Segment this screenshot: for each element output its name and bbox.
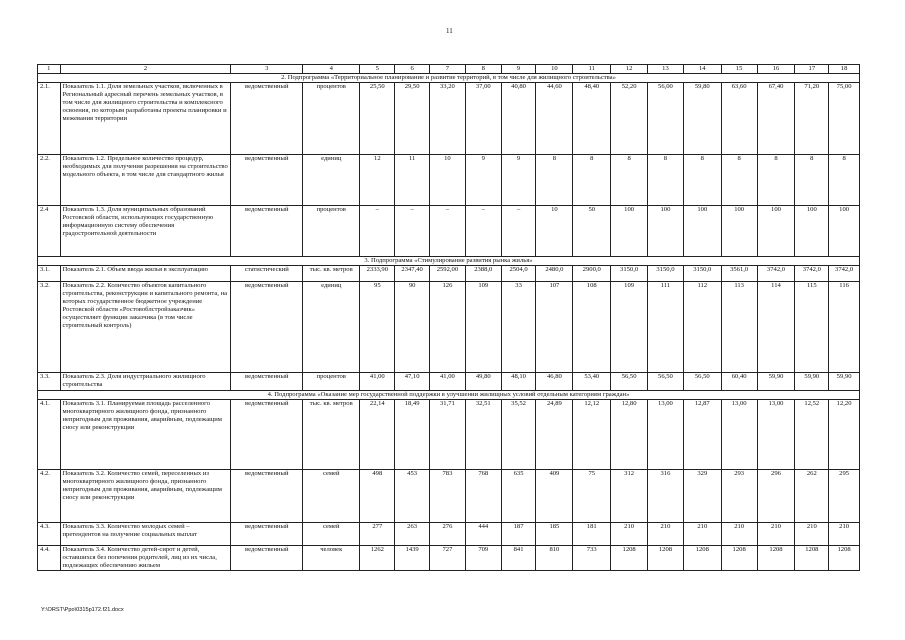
row-number: 2.2. bbox=[38, 155, 61, 206]
value-cell: 10 bbox=[430, 155, 466, 206]
value-cell: 210 bbox=[829, 523, 860, 546]
value-cell: 56,50 bbox=[648, 373, 684, 391]
value-cell: 2333,90 bbox=[360, 266, 395, 282]
value-cell: 409 bbox=[536, 470, 573, 523]
table-row bbox=[38, 206, 860, 257]
value-cell: 100 bbox=[721, 206, 757, 257]
indicator-name: Показатель 3.1. Планируемая площадь расселенного многоквартирного жилищного фонда, признанного непригодным для проживания, аварийным, подлежащим сносу или реконструкции bbox=[60, 400, 231, 470]
row-number: 4.1. bbox=[38, 400, 61, 470]
value-cell: 1208 bbox=[683, 546, 721, 571]
section-header-row bbox=[38, 257, 860, 266]
indicator-name: Показатель 2.2. Количество объектов капитального строительства, реконструкции и капитального ремонта, на которых государственное бюджетное учреждение Ростовской области «Ростовоблстройзаказчик» осуществляет функции заказчика (в том числе строительный контроль) bbox=[60, 282, 231, 373]
value-cell: 53,40 bbox=[573, 373, 611, 391]
unit-of-measure: единиц bbox=[303, 155, 360, 206]
value-cell: 37,00 bbox=[465, 83, 501, 155]
value-cell: 3742,0 bbox=[829, 266, 860, 282]
value-cell: 185 bbox=[536, 523, 573, 546]
value-cell: 498 bbox=[360, 470, 395, 523]
value-cell: 115 bbox=[795, 282, 829, 373]
column-number: 11 bbox=[573, 65, 611, 74]
section-header-row bbox=[38, 391, 860, 400]
value-cell: 56,00 bbox=[648, 83, 684, 155]
value-cell: 111 bbox=[648, 282, 684, 373]
value-cell: 2480,0 bbox=[536, 266, 573, 282]
indicator-name: Показатель 1.1. Доля земельных участков, включенных в Региональный адресный перечень земельных участков, в том числе для жилищного строительства и комплексного освоения, по которым разработаны проекты планировки и межевания территории bbox=[60, 83, 231, 155]
value-cell: 2592,00 bbox=[430, 266, 466, 282]
unit-of-measure: человек bbox=[303, 546, 360, 571]
indicator-type: ведомственный bbox=[231, 400, 303, 470]
indicator-name: Показатель 1.3. Доля муниципальных образований Ростовской области, использующих государственную информационную систему обеспечения градостроительной деятельности bbox=[60, 206, 231, 257]
value-cell: 768 bbox=[465, 470, 501, 523]
column-number: 5 bbox=[360, 65, 395, 74]
value-cell: 35,52 bbox=[501, 400, 536, 470]
table-row bbox=[38, 470, 860, 523]
indicator-type: ведомственный bbox=[231, 373, 303, 391]
value-cell: 108 bbox=[573, 282, 611, 373]
value-cell: – bbox=[430, 206, 466, 257]
value-cell: 114 bbox=[757, 282, 795, 373]
unit-of-measure: единиц bbox=[303, 282, 360, 373]
column-number: 12 bbox=[611, 65, 648, 74]
value-cell: 60,40 bbox=[721, 373, 757, 391]
unit-of-measure: процентов bbox=[303, 373, 360, 391]
value-cell: 100 bbox=[757, 206, 795, 257]
unit-of-measure: процентов bbox=[303, 206, 360, 257]
value-cell: 59,90 bbox=[829, 373, 860, 391]
value-cell: 75 bbox=[573, 470, 611, 523]
value-cell: 1208 bbox=[648, 546, 684, 571]
value-cell: 12,52 bbox=[795, 400, 829, 470]
table-row bbox=[38, 400, 860, 470]
value-cell: 329 bbox=[683, 470, 721, 523]
indicators-table bbox=[37, 64, 860, 571]
value-cell: 24,89 bbox=[536, 400, 573, 470]
value-cell: 13,00 bbox=[648, 400, 684, 470]
value-cell: 635 bbox=[501, 470, 536, 523]
value-cell: 32,51 bbox=[465, 400, 501, 470]
value-cell: 56,50 bbox=[683, 373, 721, 391]
value-cell: 277 bbox=[360, 523, 395, 546]
value-cell: – bbox=[360, 206, 395, 257]
value-cell: 783 bbox=[430, 470, 466, 523]
value-cell: 59,90 bbox=[795, 373, 829, 391]
value-cell: 126 bbox=[430, 282, 466, 373]
value-cell: 210 bbox=[611, 523, 648, 546]
value-cell: 9 bbox=[465, 155, 501, 206]
column-number: 16 bbox=[757, 65, 795, 74]
section-title: 3. Подпрограмма «Стимулирование развития рынка жилья» bbox=[38, 257, 860, 266]
indicator-name: Показатель 2.3. Доля индустриального жилищного строительства bbox=[60, 373, 231, 391]
row-number: 3.1. bbox=[38, 266, 61, 282]
value-cell: 210 bbox=[757, 523, 795, 546]
value-cell: 46,80 bbox=[536, 373, 573, 391]
column-number: 13 bbox=[648, 65, 684, 74]
value-cell: 2504,0 bbox=[501, 266, 536, 282]
indicator-type: ведомственный bbox=[231, 83, 303, 155]
value-cell: 8 bbox=[536, 155, 573, 206]
value-cell: 453 bbox=[395, 470, 430, 523]
column-number: 7 bbox=[430, 65, 466, 74]
unit-of-measure: процентов bbox=[303, 83, 360, 155]
table-row bbox=[38, 373, 860, 391]
value-cell: 1208 bbox=[829, 546, 860, 571]
value-cell: 1208 bbox=[721, 546, 757, 571]
row-number: 3.3. bbox=[38, 373, 61, 391]
value-cell: 296 bbox=[757, 470, 795, 523]
value-cell: 733 bbox=[573, 546, 611, 571]
value-cell: 9 bbox=[501, 155, 536, 206]
value-cell: 100 bbox=[611, 206, 648, 257]
value-cell: 12 bbox=[360, 155, 395, 206]
value-cell: 444 bbox=[465, 523, 501, 546]
column-number: 6 bbox=[395, 65, 430, 74]
value-cell: 727 bbox=[430, 546, 466, 571]
value-cell: 90 bbox=[395, 282, 430, 373]
section-title: 4. Подпрограмма «Оказание мер государственной поддержки в улучшении жилищных условий отдельным категориям граждан» bbox=[38, 391, 860, 400]
indicator-name: Показатель 3.4. Количество детей-сирот и детей, оставшихся без попечения родителей, лиц из их числа, подлежащих обеспечению жильем bbox=[60, 546, 231, 571]
value-cell: 47,10 bbox=[395, 373, 430, 391]
value-cell: 1208 bbox=[757, 546, 795, 571]
column-number: 3 bbox=[231, 65, 303, 74]
value-cell: 109 bbox=[611, 282, 648, 373]
value-cell: 116 bbox=[829, 282, 860, 373]
indicator-name: Показатель 3.2. Количество семей, переселенных из многоквартирного жилищного фонда, признанного непригодным для проживания, аварийным, подлежащим сносу или реконструкции bbox=[60, 470, 231, 523]
table-row bbox=[38, 546, 860, 571]
value-cell: 41,00 bbox=[430, 373, 466, 391]
value-cell: 3561,0 bbox=[721, 266, 757, 282]
value-cell: 18,49 bbox=[395, 400, 430, 470]
value-cell: – bbox=[465, 206, 501, 257]
row-number: 3.2. bbox=[38, 282, 61, 373]
value-cell: 49,80 bbox=[465, 373, 501, 391]
value-cell: 210 bbox=[683, 523, 721, 546]
value-cell: 41,00 bbox=[360, 373, 395, 391]
value-cell: 210 bbox=[795, 523, 829, 546]
row-number: 2.4 bbox=[38, 206, 61, 257]
value-cell: 8 bbox=[683, 155, 721, 206]
page-number: 11 bbox=[446, 27, 453, 35]
value-cell: 50 bbox=[573, 206, 611, 257]
value-cell: 107 bbox=[536, 282, 573, 373]
row-number: 2.1. bbox=[38, 83, 61, 155]
value-cell: 31,71 bbox=[430, 400, 466, 470]
column-number: 15 bbox=[721, 65, 757, 74]
value-cell: 12,80 bbox=[611, 400, 648, 470]
column-number: 17 bbox=[795, 65, 829, 74]
value-cell: 95 bbox=[360, 282, 395, 373]
table-row bbox=[38, 282, 860, 373]
value-cell: 12,20 bbox=[829, 400, 860, 470]
value-cell: 40,80 bbox=[501, 83, 536, 155]
value-cell: 1208 bbox=[795, 546, 829, 571]
value-cell: 63,60 bbox=[721, 83, 757, 155]
value-cell: 263 bbox=[395, 523, 430, 546]
value-cell: 11 bbox=[395, 155, 430, 206]
column-number: 4 bbox=[303, 65, 360, 74]
value-cell: 22,14 bbox=[360, 400, 395, 470]
indicator-type: статистический bbox=[231, 266, 303, 282]
value-cell: 100 bbox=[648, 206, 684, 257]
value-cell: 8 bbox=[611, 155, 648, 206]
indicator-type: ведомственный bbox=[231, 206, 303, 257]
column-number: 2 bbox=[60, 65, 231, 74]
value-cell: 59,80 bbox=[683, 83, 721, 155]
value-cell: 13,00 bbox=[757, 400, 795, 470]
value-cell: 3742,0 bbox=[795, 266, 829, 282]
indicator-name: Показатель 3.3. Количество молодых семей – претендентов на получение социальных выплат bbox=[60, 523, 231, 546]
value-cell: 29,50 bbox=[395, 83, 430, 155]
value-cell: 8 bbox=[573, 155, 611, 206]
unit-of-measure: тыс. кв. метров bbox=[303, 400, 360, 470]
value-cell: 67,40 bbox=[757, 83, 795, 155]
value-cell: 25,50 bbox=[360, 83, 395, 155]
column-number: 18 bbox=[829, 65, 860, 74]
column-number: 10 bbox=[536, 65, 573, 74]
value-cell: 12,12 bbox=[573, 400, 611, 470]
unit-of-measure: семей bbox=[303, 470, 360, 523]
value-cell: 3150,0 bbox=[648, 266, 684, 282]
indicator-type: ведомственный bbox=[231, 155, 303, 206]
value-cell: 109 bbox=[465, 282, 501, 373]
table-row bbox=[38, 155, 860, 206]
value-cell: 8 bbox=[829, 155, 860, 206]
value-cell: – bbox=[395, 206, 430, 257]
indicator-name: Показатель 2.1. Объем ввода жилья в эксплуатацию bbox=[60, 266, 231, 282]
unit-of-measure: семей bbox=[303, 523, 360, 546]
indicator-type: ведомственный bbox=[231, 282, 303, 373]
section-header-row bbox=[38, 74, 860, 83]
value-cell: 75,00 bbox=[829, 83, 860, 155]
value-cell: 2900,0 bbox=[573, 266, 611, 282]
value-cell: 210 bbox=[648, 523, 684, 546]
value-cell: 10 bbox=[536, 206, 573, 257]
value-cell: 810 bbox=[536, 546, 573, 571]
value-cell: 316 bbox=[648, 470, 684, 523]
value-cell: 3150,0 bbox=[611, 266, 648, 282]
value-cell: 44,60 bbox=[536, 83, 573, 155]
value-cell: 8 bbox=[648, 155, 684, 206]
indicator-name: Показатель 1.2. Предельное количество процедур, необходимых для получения разрешения на строительство модельного объекта, в том числе для стандартного жилья bbox=[60, 155, 231, 206]
column-number: 9 bbox=[501, 65, 536, 74]
value-cell: 3742,0 bbox=[757, 266, 795, 282]
value-cell: 276 bbox=[430, 523, 466, 546]
row-number: 4.3. bbox=[38, 523, 61, 546]
value-cell: 56,50 bbox=[611, 373, 648, 391]
value-cell: 112 bbox=[683, 282, 721, 373]
value-cell: 113 bbox=[721, 282, 757, 373]
value-cell: 262 bbox=[795, 470, 829, 523]
value-cell: 71,20 bbox=[795, 83, 829, 155]
value-cell: 293 bbox=[721, 470, 757, 523]
value-cell: 48,10 bbox=[501, 373, 536, 391]
row-number: 4.4. bbox=[38, 546, 61, 571]
table-row bbox=[38, 266, 860, 282]
value-cell: 12,87 bbox=[683, 400, 721, 470]
value-cell: 210 bbox=[721, 523, 757, 546]
indicator-type: ведомственный bbox=[231, 523, 303, 546]
value-cell: 52,20 bbox=[611, 83, 648, 155]
value-cell: 2347,40 bbox=[395, 266, 430, 282]
row-number: 4.2. bbox=[38, 470, 61, 523]
value-cell: – bbox=[501, 206, 536, 257]
value-cell: 13,00 bbox=[721, 400, 757, 470]
value-cell: 295 bbox=[829, 470, 860, 523]
value-cell: 48,40 bbox=[573, 83, 611, 155]
value-cell: 8 bbox=[795, 155, 829, 206]
unit-of-measure: тыс. кв. метров bbox=[303, 266, 360, 282]
value-cell: 8 bbox=[721, 155, 757, 206]
value-cell: 100 bbox=[829, 206, 860, 257]
value-cell: 3150,0 bbox=[683, 266, 721, 282]
column-number: 1 bbox=[38, 65, 61, 74]
value-cell: 1262 bbox=[360, 546, 395, 571]
value-cell: 187 bbox=[501, 523, 536, 546]
value-cell: 100 bbox=[683, 206, 721, 257]
table-row bbox=[38, 83, 860, 155]
value-cell: 59,90 bbox=[757, 373, 795, 391]
value-cell: 2388,0 bbox=[465, 266, 501, 282]
column-number-row bbox=[38, 65, 860, 74]
value-cell: 841 bbox=[501, 546, 536, 571]
section-title: 2. Подпрограмма «Территориальное планирование и развитие территорий, в том числе для жилищного строительства» bbox=[38, 74, 860, 83]
indicator-type: ведомственный bbox=[231, 546, 303, 571]
value-cell: 181 bbox=[573, 523, 611, 546]
value-cell: 1208 bbox=[611, 546, 648, 571]
value-cell: 33 bbox=[501, 282, 536, 373]
value-cell: 100 bbox=[795, 206, 829, 257]
column-number: 14 bbox=[683, 65, 721, 74]
table-row bbox=[38, 523, 860, 546]
value-cell: 709 bbox=[465, 546, 501, 571]
value-cell: 312 bbox=[611, 470, 648, 523]
value-cell: 33,20 bbox=[430, 83, 466, 155]
file-path-footer: Y:\ORST\Ppo\0315p172.f21.docx bbox=[41, 607, 124, 613]
value-cell: 8 bbox=[757, 155, 795, 206]
indicator-type: ведомственный bbox=[231, 470, 303, 523]
value-cell: 1439 bbox=[395, 546, 430, 571]
column-number: 8 bbox=[465, 65, 501, 74]
